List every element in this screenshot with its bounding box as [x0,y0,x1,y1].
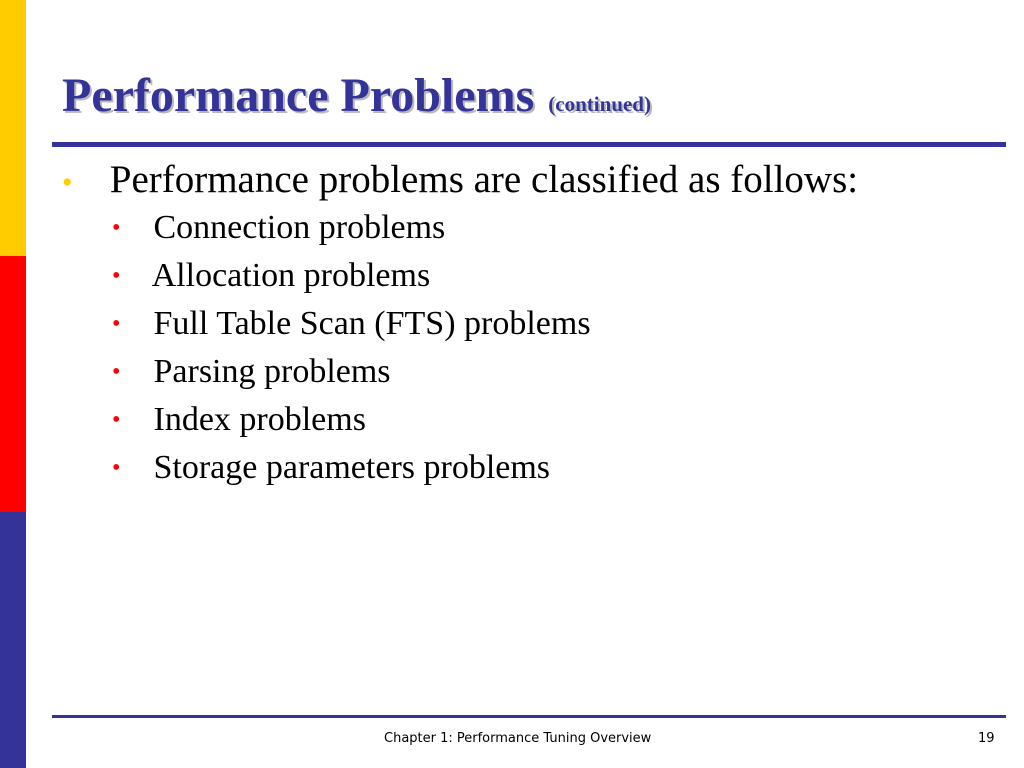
sidebar-stripe-yellow [0,0,26,256]
bullet-icon: • [62,166,73,199]
list-item-text: Connection problems [153,209,446,246]
intro-bullet-item [62,158,858,205]
bullet-icon: • [112,455,121,481]
bullet-icon: • [112,263,121,289]
bullet-icon: • [112,407,121,433]
sidebar-stripe-red [0,256,26,512]
list-item-text: Parsing problems [153,353,391,390]
intro-text: Performance problems are classified as follows: [109,158,859,201]
problem-list [112,206,591,494]
list-item [112,254,591,302]
title-text: Performance Problems [62,69,535,122]
bullet-icon: • [112,359,121,385]
bullet-icon: • [112,311,121,337]
title-suffix: (continued) [548,92,651,116]
footer-divider [52,715,1006,718]
list-item [112,398,591,446]
list-item [112,350,591,398]
list-item-text: Allocation problems [151,257,431,294]
footer-chapter-title: Chapter 1: Performance Tuning Overview [384,731,652,746]
title-divider [52,142,1006,147]
list-item-text: Storage parameters problems [153,449,551,486]
list-item-text: Full Table Scan (FTS) problems [153,305,591,342]
list-item [112,302,591,350]
list-item [112,446,591,494]
list-item [112,206,591,254]
slide-title [62,69,651,122]
bullet-icon: • [112,215,121,241]
page-number: 19 [978,731,995,746]
list-item-text: Index problems [153,401,366,438]
sidebar-stripe-blue [0,512,26,768]
